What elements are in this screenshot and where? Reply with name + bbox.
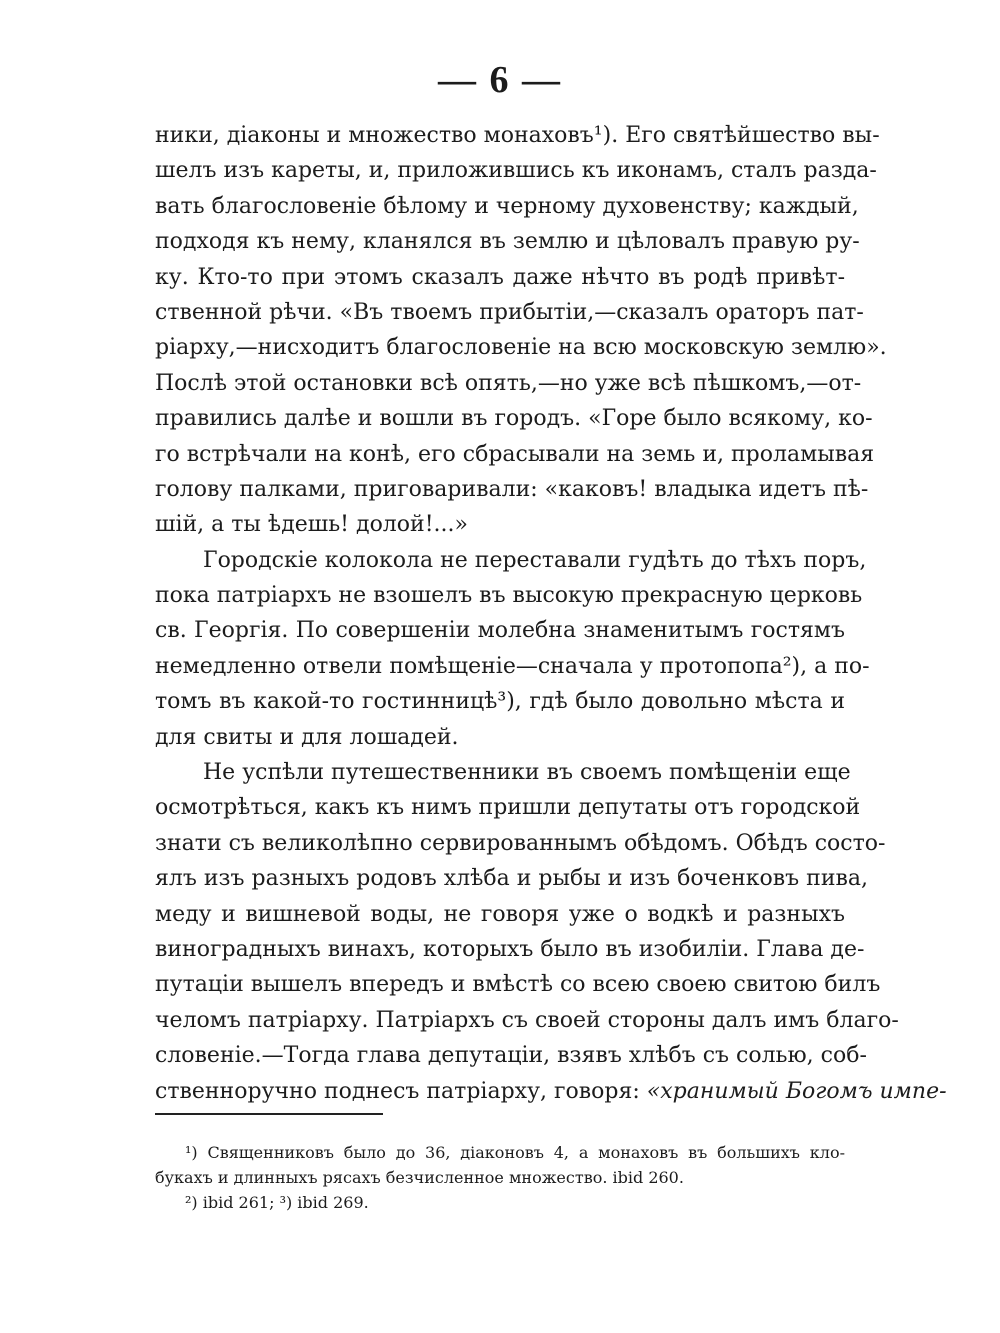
body-text — [155, 118, 947, 1109]
text-line: ялъ изъ разныхъ родовъ хлѣба и рыбы и изъ боченковъ пива, — [155, 866, 868, 892]
text-italic: «хранимый Богомъ импе- — [646, 1078, 947, 1104]
text-line: томъ въ какой-то гостинницѣ³), гдѣ было довольно мѣста и — [155, 689, 845, 715]
text-plain: ственноручно поднесъ патріарху, говоря: — [155, 1078, 647, 1104]
text-line: ріарху,—нисходитъ благословеніе на всю московскую землю». — [155, 335, 887, 361]
page-number: — 6 — — [438, 59, 562, 101]
text-line-final — [155, 1074, 947, 1109]
text-line: правились далѣе и вошли въ городъ. «Горе было всякому, ко- — [155, 406, 873, 432]
text-line: подходя къ нему, кланялся въ землю и цѣловалъ правую ру- — [155, 229, 860, 255]
text-line: словеніе.—Тогда глава депутаціи, взявъ хлѣбъ съ солью, соб- — [155, 1043, 867, 1069]
text-line: немедленно отвели помѣщеніе—сначала у протопопа²), а по- — [155, 653, 870, 679]
text-line: виноградныхъ винахъ, которыхъ было въ изобиліи. Глава де- — [155, 936, 865, 962]
text-line: св. Георгія. По совершеніи молебна знаменитымъ гостямъ — [155, 618, 845, 644]
footnote-line: ¹) Священниковъ было до 36, діаконовъ 4, а монаховъ въ большихъ кло- — [185, 1143, 845, 1162]
text-line: ственной рѣчи. «Въ твоемъ прибытіи,—сказалъ ораторъ пат- — [155, 299, 864, 325]
footnote-line: букахъ и длинныхъ рясахъ безчисленное множество. ibid 260. — [155, 1168, 684, 1187]
text-line: Послѣ этой остановки всѣ опять,—но уже всѣ пѣшкомъ,—от- — [155, 370, 862, 396]
text-line: знати съ великолѣпно сервированнымъ обѣдомъ. Обѣдъ состо- — [155, 830, 886, 856]
text-line: шій, а ты ѣдешь! долой!...» — [155, 512, 468, 538]
text-line: для свиты и для лошадей. — [155, 724, 459, 750]
text-line: ку. Кто-то при этомъ сказалъ даже нѣчто въ родѣ привѣт- — [155, 264, 845, 290]
text-line: Не успѣли путешественники въ своемъ помѣщеніи еще — [203, 760, 851, 786]
text-line: ники, діаконы и множество монаховъ¹). Его святѣйшество вы- — [155, 123, 880, 148]
footnote-divider — [155, 1113, 383, 1115]
text-line: осмотрѣться, какъ къ нимъ пришли депутаты отъ городской — [155, 795, 861, 821]
footnotes — [155, 1140, 845, 1215]
footnote-line: ²) ibid 261; ³) ibid 269. — [185, 1193, 369, 1212]
text-line: шелъ изъ кареты, и, приложившись къ иконамъ, сталъ разда- — [155, 158, 877, 184]
text-line: пока патріархъ не взошелъ въ высокую прекрасную церковь — [155, 583, 863, 609]
text-line: меду и вишневой воды, не говоря уже о водкѣ и разныхъ — [155, 901, 845, 927]
text-line: челомъ патріарху. Патріархъ съ своей стороны далъ имъ благо- — [155, 1007, 899, 1033]
text-line: голову палками, приговаривали: «каковъ! владыка идетъ пѣ- — [155, 476, 869, 502]
text-line: Городскіе колокола не переставали гудѣть до тѣхъ поръ, — [203, 547, 867, 573]
text-line: вать благословеніе бѣлому и черному духовенству; каждый, — [155, 193, 859, 219]
text-line: го встрѣчали на конѣ, его сбрасывали на земь и, проламывая — [155, 441, 875, 467]
text-line: путаціи вышелъ впередъ и вмѣстѣ со всею своею свитою билъ — [155, 972, 881, 998]
